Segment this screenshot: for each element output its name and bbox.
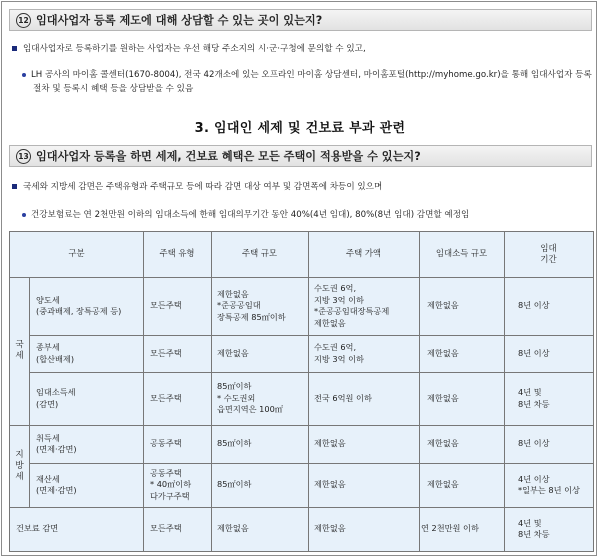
cell-text-line: 제한없음 [314,479,346,490]
q12-sub-line2: 절차 및 등록시 혜택 등을 상담받을 수 있음 [33,84,194,94]
tax-benefit-table [9,231,594,552]
cell-text-line: 다가구주택 [150,490,190,501]
section-title: 3. 임대인 세제 및 건보료 부과 관련 [194,121,406,136]
cell-text-line: 지방 3억 이하 [314,294,364,305]
table-cell-price [314,372,418,425]
table-cell-income [427,277,503,335]
cell-text-line: 연 2천만원 이하 [421,523,479,534]
table-cell-size [217,507,307,551]
cell-text-line: *준공공임대 [217,300,261,311]
cell-text-line: 수도권 6억, [314,283,357,293]
table-cell-income [427,372,503,425]
table-cell-income [427,463,503,507]
header-housing-type: 주택 유형 [159,248,195,259]
cell-text-line: 제한없음 [217,523,249,534]
table-cell-size [217,335,307,372]
table-row-name [36,463,141,507]
cell-text-line: 제한없음 [427,300,459,311]
cell-text-line: 제한없음 [217,347,249,358]
cell-text-line: 85㎡이하 [217,381,252,392]
question-number-13: 13 [16,149,31,164]
cell-text-line: 제한없음 [427,347,459,358]
cell-text-line: 4년 및 [518,517,542,528]
table-cell-type [150,507,210,551]
header-category: 구분 [68,248,85,259]
cell-text-line: (면제·감면) [36,485,77,495]
cell-text-line: 모든주택 [150,392,182,403]
cell-text-line: 모든주택 [150,523,182,534]
table-cell-period [518,425,592,463]
header-period [504,231,593,277]
cell-text-line: 4년 이상 [518,473,550,484]
header-housing-price: 주택 가액 [345,248,382,259]
table-row-name [36,425,141,463]
cell-text-line: 임대소득세 [36,387,76,397]
cell-text-line: 종부세 [36,342,60,352]
table-row-name [36,277,141,335]
cell-text-line: 제한없음 [217,288,249,299]
q12-bullet-text: 임대사업자로 등록하기를 원하는 사업자는 우선 해당 주소지의 시·군·구청에 문의할 수 있고, [23,44,366,54]
square-bullet-icon [12,46,17,51]
cell-text-line: 전국 6억원 이하 [314,392,372,403]
cell-text-line: 제한없음 [314,317,346,328]
table-cell-price [314,425,418,463]
table-cell-size [217,277,307,335]
cell-text-line: 지방 3억 이하 [314,353,364,364]
dot-bullet-icon [22,213,26,217]
group-national-tax: 국 세 [15,340,24,361]
q12-bullet [12,42,366,54]
header-income-scale: 임대소득 규모 [435,248,488,259]
cell-text-line: *준공공임대장특공제 [314,306,390,316]
q12-sub-line1: LH 공사의 마이홈 콜센터(1670-8004), 전국 42개소에 있는 오프라인 마이홈 상담센터, 마이홈포털(http://myhome.go.kr)을 통해 임대사업자 등록 [31,70,592,80]
question-12-title: 임대사업자 등록 제도에 대해 상담할 수 있는 곳이 있는지? [36,14,323,27]
cell-text-line: 8년 이상 [518,300,550,311]
cell-text-line: 제한없음 [427,479,459,490]
cell-text-line: 수도권 6억, [314,342,357,352]
table-cell-income [421,507,503,551]
cell-text-line: 4년 및 [518,387,542,397]
cell-text-line: 취득세 [36,432,60,443]
cell-text-line: 8년 이상 [518,347,550,358]
cell-text-line: 제한없음 [314,523,346,534]
table-row-name [36,372,141,425]
cell-text-line: 제한없음 [314,438,346,449]
table-row-name [36,335,141,372]
cell-text-line: 건보료 감면 [16,523,59,534]
cell-text-line: *일부는 8년 이상 [518,485,580,495]
q13-sub-item [22,208,469,222]
dot-bullet-icon [22,73,26,77]
table-cell-income [427,335,503,372]
table-cell-type [150,425,210,463]
cell-text-line: 8년 차등 [518,529,550,539]
cell-text-line: 8년 차등 [518,398,550,409]
table-cell-size [217,425,307,463]
square-bullet-icon [12,184,17,189]
cell-text-line: 읍면지역은 100㎡ [217,404,283,415]
cell-text-line: 재산세 [36,473,60,484]
group-local-tax: 지 방 세 [15,449,24,482]
table-cell-period [518,372,592,425]
cell-text-line: 모든주택 [150,347,182,358]
q13-sub-text: 건강보험료는 연 2천만원 이하의 임대소득에 한해 임대의무기간 동안 40%(4년 임대), 80%(8년 임대) 감면할 예정임 [31,210,470,220]
header-period-line1: 임대 [540,242,557,253]
cell-text-line: (중과배제, 장특공제 등) [36,306,122,316]
cell-text-line: * 수도권외 [217,392,256,403]
table-cell-income [427,425,503,463]
table-cell-type [150,277,210,335]
cell-text-line: 85㎡이하 [217,479,252,490]
table-cell-period [518,463,592,507]
cell-text-line: 8년 이상 [518,438,550,449]
question-13-title: 임대사업자 등록을 하면 세제, 건보료 혜택은 모든 주택이 적용받을 수 있는지? [36,150,421,163]
q13-bullet-text: 국세와 지방세 감면은 주택유형과 주택규모 등에 따라 감면 대상 여부 및 감면폭에 차등이 있으며 [23,182,383,192]
q13-bullet [12,180,382,192]
cell-text-line: 양도세 [36,294,60,305]
cell-text-line: * 40㎡이하 [150,479,192,490]
table-row-name [16,507,142,551]
q12-sub-item [22,68,592,96]
cell-text-line: (합산배제) [36,353,75,364]
cell-text-line: 제한없음 [427,392,459,403]
header-period-line2: 기간 [540,254,557,264]
document-frame [1,1,597,556]
table-cell-type [150,335,210,372]
table-cell-price [314,463,418,507]
question-13-bar [9,145,592,167]
table-cell-type [150,372,210,425]
cell-text-line: (감면) [36,398,59,409]
cell-text-line: 공동주택 [150,438,182,449]
question-12-bar [9,9,592,31]
cell-text-line: 85㎡이하 [217,438,252,449]
cell-text-line: (면제·감면) [36,444,77,454]
table-cell-type [150,463,210,507]
table-cell-price [314,277,418,335]
table-cell-price [314,335,418,372]
table-cell-size [217,463,307,507]
cell-text-line: 장특공제 85㎡이하 [217,311,286,322]
table-cell-price [314,507,418,551]
table-cell-size [217,372,307,425]
cell-text-line: 공동주택 [150,467,182,478]
header-housing-size: 주택 규모 [241,248,278,259]
question-number-12: 12 [16,13,31,28]
cell-text-line: 제한없음 [427,438,459,449]
cell-text-line: 모든주택 [150,300,182,311]
table-cell-period [518,335,592,372]
table-cell-period [518,507,592,551]
table-cell-period [518,277,592,335]
